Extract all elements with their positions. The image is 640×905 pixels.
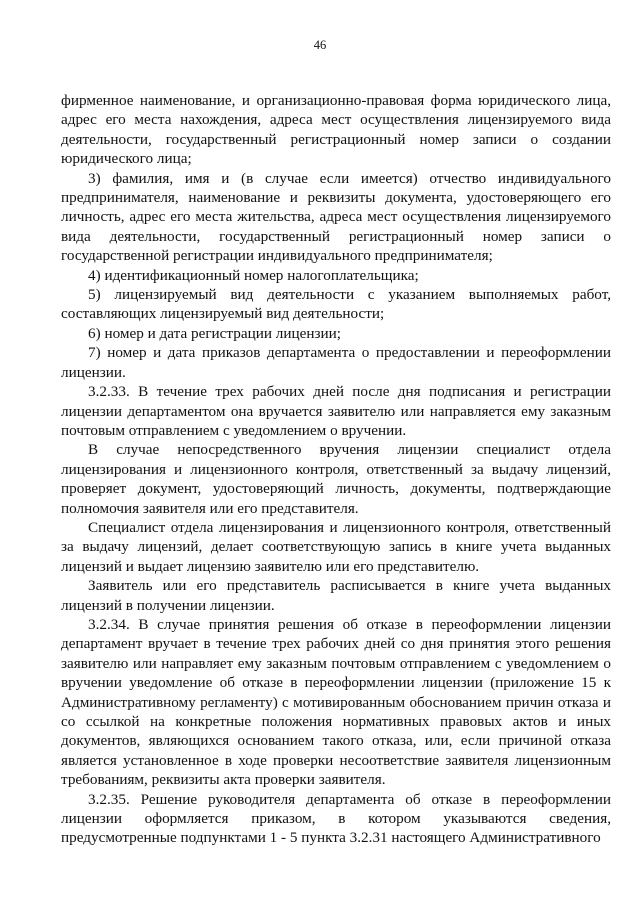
paragraph-direct-delivery: В случае непосредственного вручения лицензии специалист отдела лицензирования и лицензионного контроля, ответственный за выдачу лицензий, проверяет документ, удостоверяющий личность, документы, подтверждающие полномочия заявителя или его представителя. (61, 441, 611, 517)
page-number: 46 (313, 38, 327, 52)
paragraph-item-3: 3) фамилия, имя и (в случае если имеется) отчество индивидуального предпринимателя, наименование и реквизиты документа, удостоверяющего его личность, адрес его места жительства, адреса мест осуществления лицензируемого вида деятельности, государственный регистрационный номер записи о государственной регистрации индивидуального предпринимателя; (61, 169, 611, 265)
paragraph-item-4: 4) идентификационный номер налогоплательщика; (88, 266, 419, 284)
paragraph-registry-record: Специалист отдела лицензирования и лицензионного контроля, ответственный за выдачу лицензий, делает соответствующую запись в книге учета выданных лицензий и выдает лицензию заявителю или его представителю. (61, 518, 611, 575)
paragraph-applicant-signature: Заявитель или его представитель расписывается в книге учета выданных лицензий в получении лицензии. (61, 577, 611, 614)
document-body (61, 91, 611, 848)
paragraph-3-2-34: 3.2.34. В случае принятия решения об отказе в переоформлении лицензии департамент вручает в течение трех рабочих дней со дня принятия этого решения заявителю или направляет ему заказным почтовым отправлением с уведомлением о вручении уведомление об отказе в переоформлении лицензии (приложение 15 к Административному регламенту) с мотивированным обоснованием причин отказа и со ссылкой на конкретные положения нормативных правовых актов и иных документов, являющихся основанием такого отказа, или, если причиной отказа является установленное в ходе проверки несоответствие заявителя лицензионным требованиям, реквизиты акта проверки заявителя. (61, 615, 611, 789)
paragraph-item-6: 6) номер и дата регистрации лицензии; (88, 324, 341, 342)
paragraph-continuation: фирменное наименование, и организационно-правовая форма юридического лица, адрес его места нахождения, адреса мест осуществления лицензируемого вида деятельности, государственный регистрационный номер записи о создании юридического лица; (61, 92, 611, 168)
paragraph-item-5: 5) лицензируемый вид деятельности с указанием выполняемых работ, составляющих лицензируемый вид деятельности; (61, 286, 611, 323)
paragraph-3-2-35: 3.2.35. Решение руководителя департамента об отказе в переоформлении лицензии оформляется приказом, в котором указываются сведения, предусмотренные подпунктами 1 - 5 пункта 3.2.31 настоящего Административного (61, 790, 611, 847)
paragraph-item-7: 7) номер и дата приказов департамента о предоставлении и переоформлении лицензии. (61, 344, 611, 381)
paragraph-3-2-33: 3.2.33. В течение трех рабочих дней после дня подписания и регистрации лицензии департаментом она вручается заявителю или направляется ему заказным почтовым отправлением с уведомлением о вручении. (61, 383, 611, 439)
